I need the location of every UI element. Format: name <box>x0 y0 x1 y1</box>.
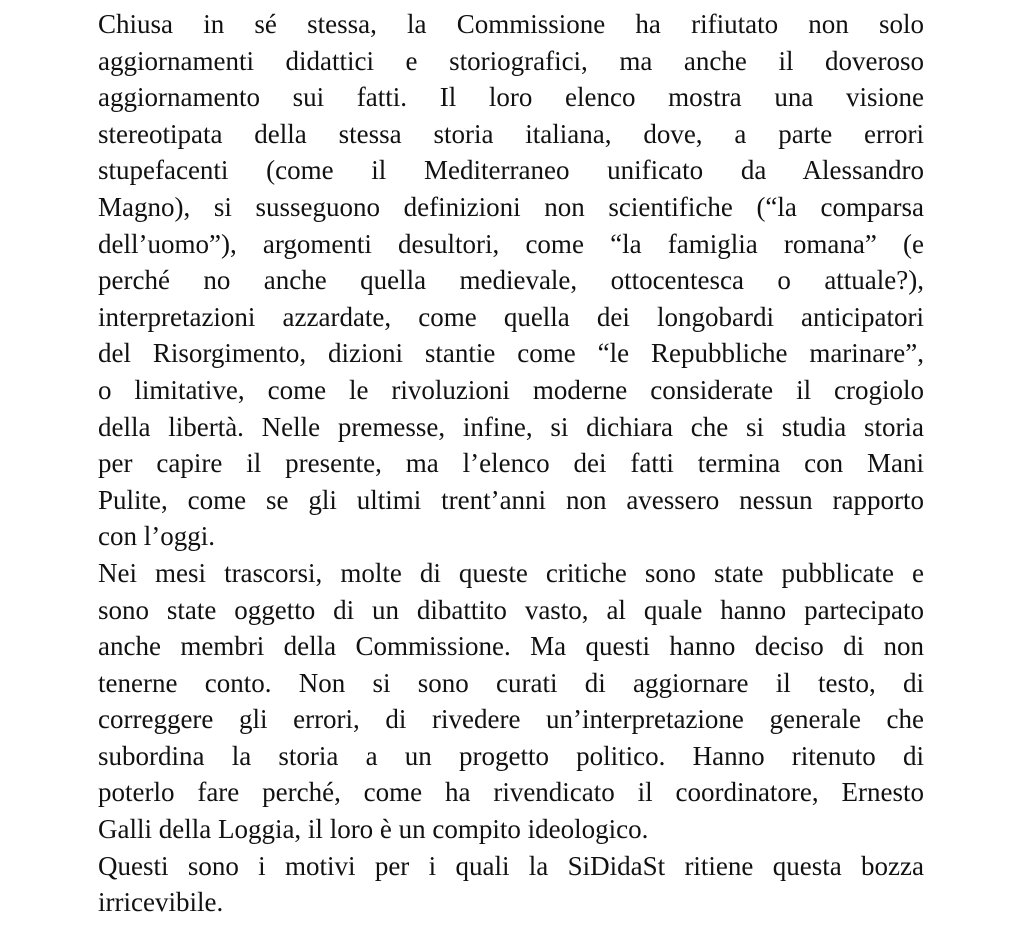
text-line: Galli della Loggia, il loro è un compito ideologico. <box>98 814 649 845</box>
text-line: Magno), si susseguono definizioni non scientifiche (“la comparsa <box>98 191 924 222</box>
text-line: anche membri della Commissione. Ma questi hanno deciso di non <box>98 631 924 662</box>
text-line: o limitative, come le rivoluzioni moderne considerate il crogiolo <box>98 374 924 405</box>
text-line: Nei mesi trascorsi, molte di queste critiche sono state pubblicate e <box>98 557 924 588</box>
text-line: interpretazioni azzardate, come quella dei longobardi anticipatori <box>98 301 924 332</box>
text-line: dell’uomo”), argomenti desultori, come “la famiglia romana” (e <box>98 228 924 259</box>
paragraph-1 <box>98 6 924 555</box>
text-line: sono state oggetto di un dibattito vasto, al quale hanno partecipato <box>98 594 924 625</box>
text-line: aggiornamento sui fatti. Il loro elenco mostra una visione <box>98 82 924 113</box>
text-line: Chiusa in sé stessa, la Commissione ha rifiutato non solo <box>98 9 924 39</box>
text-line: aggiornamenti didattici e storiografici, ma anche il doveroso <box>98 45 924 76</box>
text-line: irricevibile. <box>98 887 224 918</box>
text-line: poterlo fare perché, come ha rivendicato il coordinatore, Ernesto <box>98 777 924 808</box>
text-line: subordina la storia a un progetto politico. Hanno ritenuto di <box>98 740 924 771</box>
text-line: Pulite, come se gli ultimi trent’anni non avessero nessun rapporto <box>98 484 924 515</box>
text-line: stupefacenti (come il Mediterraneo unificato da Alessandro <box>98 155 924 186</box>
text-line: Questi sono i motivi per i quali la SiDidaSt ritiene questa bozza <box>98 850 924 881</box>
text-line: perché no anche quella medievale, ottocentesca o attuale?), <box>98 265 924 296</box>
text-line: correggere gli errori, di rivedere un’interpretazione generale che <box>98 704 924 735</box>
text-line: tenerne conto. Non si sono curati di aggiornare il testo, di <box>98 667 924 698</box>
paragraph-2 <box>98 555 924 848</box>
text-line: della libertà. Nelle premesse, infine, si dichiara che si studia storia <box>98 411 924 442</box>
document-page <box>98 6 924 921</box>
text-line: con l’oggi. <box>98 521 215 552</box>
text-line: stereotipata della stessa storia italiana, dove, a parte errori <box>98 118 924 149</box>
text-line: per capire il presente, ma l’elenco dei fatti termina con Mani <box>98 448 924 479</box>
text-line: del Risorgimento, dizioni stantie come “le Repubbliche marinare”, <box>98 338 924 369</box>
paragraph-3 <box>98 848 924 921</box>
